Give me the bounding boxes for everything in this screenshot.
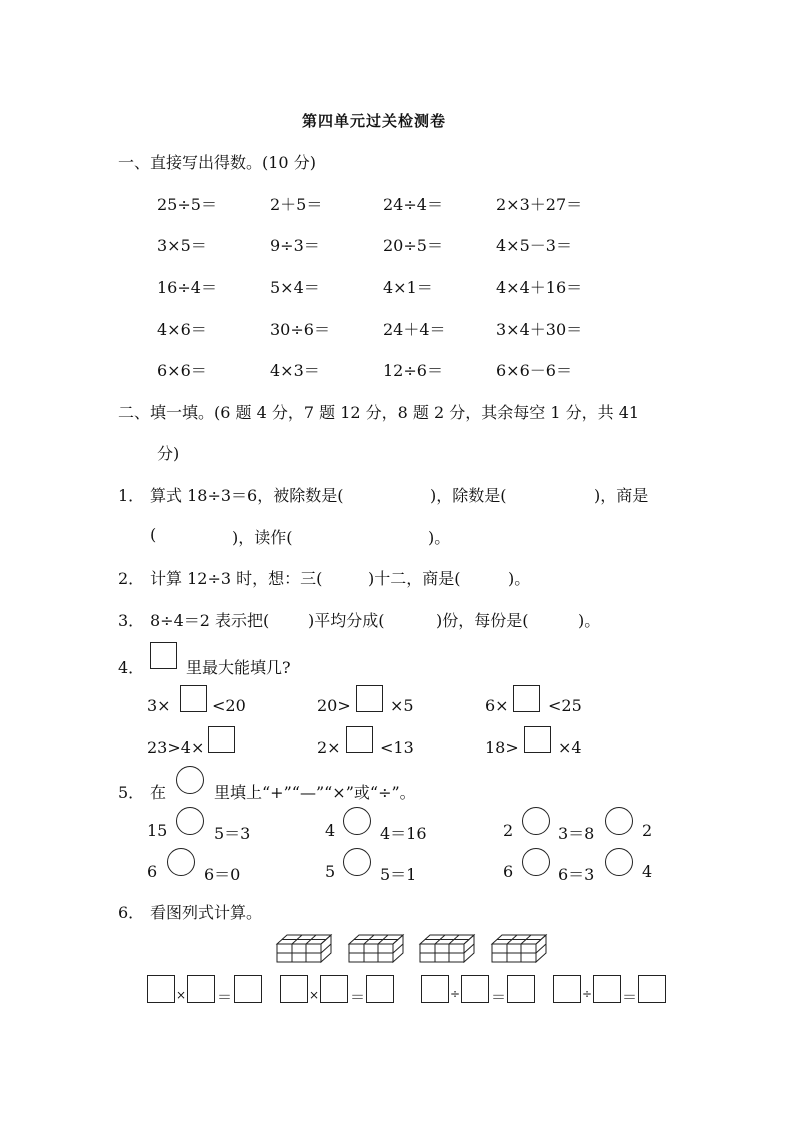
q4-item-pre: 23>4× <box>147 738 205 757</box>
arith-item: 3×4＋30＝ <box>496 320 583 339</box>
q1-text: )，商是 <box>594 486 649 505</box>
q4-number: 4． <box>118 658 145 677</box>
page-title: 第四单元过关检测卷 <box>302 112 447 130</box>
operator-circle[interactable] <box>522 848 550 876</box>
q2-text: )。 <box>508 569 531 588</box>
arith-item: 20÷5＝ <box>383 236 443 255</box>
q6-text: 看图列式计算。 <box>150 903 263 922</box>
q4-text: 里最大能填几? <box>186 658 291 677</box>
answer-box[interactable] <box>180 685 207 712</box>
brick-block-icon <box>418 932 478 964</box>
arith-item: 16÷4＝ <box>157 278 217 297</box>
arith-item: 30÷6＝ <box>270 320 330 339</box>
brick-block-icon <box>490 932 550 964</box>
operator-circle[interactable] <box>343 848 371 876</box>
operator-sign: × <box>176 988 187 1002</box>
q5-item-c: 2 <box>642 821 653 840</box>
q5-item-b: 5＝3 <box>214 824 251 843</box>
q4-item-post: <20 <box>212 696 246 715</box>
q5-item-a: 6 <box>503 862 514 881</box>
equation-box[interactable] <box>147 975 175 1003</box>
equals-sign: ＝ <box>491 988 507 1006</box>
answer-box[interactable] <box>208 726 235 753</box>
arith-item: 4×6＝ <box>157 320 207 339</box>
q4-item-pre: 2× <box>317 738 341 757</box>
operator-sign: ÷ <box>582 987 593 1001</box>
arith-item: 24＋4＝ <box>383 320 446 339</box>
q3-number: 3． <box>118 611 145 630</box>
q5-item-a: 5 <box>325 862 336 881</box>
arith-item: 2＋5＝ <box>270 195 323 214</box>
section1-heading: 一、直接写出得数。(10 分) <box>118 153 316 172</box>
answer-box[interactable] <box>150 642 177 669</box>
q3-text: )。 <box>578 611 601 630</box>
equation-box[interactable] <box>280 975 308 1003</box>
q5-item-a: 4 <box>325 821 336 840</box>
q4-item-post: <25 <box>548 696 582 715</box>
equation-box[interactable] <box>187 975 215 1003</box>
equation-box[interactable] <box>461 975 489 1003</box>
q1-text: )。 <box>428 528 451 547</box>
arith-item: 2×3＋27＝ <box>496 195 583 214</box>
section2-heading: 二、填一填。(6 题 4 分，7 题 12 分，8 题 2 分，其余每空 1 分，共 41 <box>118 403 640 422</box>
arith-item: 4×5－3＝ <box>496 236 572 255</box>
equation-box[interactable] <box>507 975 535 1003</box>
q4-item-pre: 6× <box>485 696 509 715</box>
equation-box[interactable] <box>366 975 394 1003</box>
arith-item: 24÷4＝ <box>383 195 443 214</box>
operator-circle[interactable] <box>343 807 371 835</box>
q5-item-a: 15 <box>147 821 168 840</box>
brick-block-icon <box>347 932 407 964</box>
equals-sign: ＝ <box>350 988 366 1006</box>
q5-item-c: 4 <box>642 862 653 881</box>
q5-item-b: 3＝8 <box>558 824 595 843</box>
q4-item-pre: 20> <box>317 696 351 715</box>
arith-item: 25÷5＝ <box>157 195 217 214</box>
arith-item: 4×4＋16＝ <box>496 278 583 297</box>
q2-text: )十二，商是( <box>368 569 461 588</box>
operator-sign: ÷ <box>450 987 461 1001</box>
q5-item-b: 6＝0 <box>204 865 241 884</box>
q5-number: 5． <box>118 783 145 802</box>
equation-box[interactable] <box>593 975 621 1003</box>
operator-circle[interactable] <box>176 766 204 794</box>
equation-box[interactable] <box>320 975 348 1003</box>
q5-item-b: 6＝3 <box>558 865 595 884</box>
arith-item: 4×1＝ <box>383 278 433 297</box>
answer-box[interactable] <box>346 726 373 753</box>
q1-text: )，除数是( <box>430 486 507 505</box>
equation-box[interactable] <box>638 975 666 1003</box>
q5-item-a: 2 <box>503 821 514 840</box>
q5-pre: 在 <box>150 783 167 802</box>
q4-item-post: ×5 <box>390 696 414 715</box>
q1-text: )，读作( <box>232 528 293 547</box>
section2-heading-cont: 分) <box>157 444 180 463</box>
q4-item-pre: 3× <box>147 696 171 715</box>
q1-text: ( <box>150 525 157 544</box>
q2-number: 2． <box>118 569 145 588</box>
q5-text: 里填上“+”“—”“×”或“÷”。 <box>214 783 416 802</box>
operator-circle[interactable] <box>605 807 633 835</box>
q2-text: 计算 12÷3 时，想：三( <box>150 569 323 588</box>
arith-item: 9÷3＝ <box>270 236 320 255</box>
arith-item: 12÷6＝ <box>383 361 443 380</box>
q1-number: 1． <box>118 486 145 505</box>
operator-circle[interactable] <box>167 848 195 876</box>
q3-text: )份，每份是( <box>436 611 529 630</box>
arith-item: 6×6＝ <box>157 361 207 380</box>
operator-circle[interactable] <box>605 848 633 876</box>
arith-item: 6×6－6＝ <box>496 361 572 380</box>
answer-box[interactable] <box>513 685 540 712</box>
answer-box[interactable] <box>356 685 383 712</box>
q4-item-pre: 18> <box>485 738 519 757</box>
equation-box[interactable] <box>553 975 581 1003</box>
equation-box[interactable] <box>234 975 262 1003</box>
q6-number: 6． <box>118 903 145 922</box>
brick-block-icon <box>275 932 335 964</box>
equals-sign: ＝ <box>217 988 233 1006</box>
answer-box[interactable] <box>524 726 551 753</box>
q1-text: 算式 18÷3＝6，被除数是( <box>150 486 344 505</box>
arith-item: 5×4＝ <box>270 278 320 297</box>
q5-item-b: 4＝16 <box>380 824 427 843</box>
q3-text: 8÷4＝2 表示把( <box>150 611 270 630</box>
q4-item-post: ×4 <box>558 738 582 757</box>
operator-sign: × <box>309 988 320 1002</box>
q5-item-b: 5＝1 <box>380 865 417 884</box>
operator-circle[interactable] <box>176 807 204 835</box>
equation-box[interactable] <box>421 975 449 1003</box>
arith-item: 3×5＝ <box>157 236 207 255</box>
q5-item-a: 6 <box>147 862 158 881</box>
equals-sign: ＝ <box>622 988 638 1006</box>
arith-item: 4×3＝ <box>270 361 320 380</box>
q4-item-post: <13 <box>380 738 414 757</box>
q3-text: )平均分成( <box>308 611 385 630</box>
operator-circle[interactable] <box>522 807 550 835</box>
